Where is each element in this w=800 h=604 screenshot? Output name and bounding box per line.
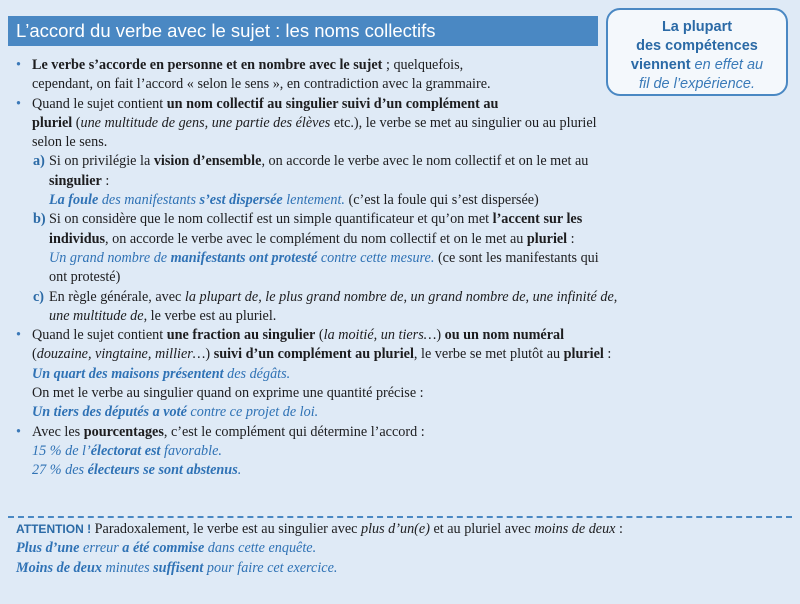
text: cependant, on fait l’accord « selon le sens », en contradiction avec la grammaire. (32, 76, 491, 93)
text-bold: suivi d’un complément au pluriel (213, 346, 414, 363)
example-line (16, 365, 706, 384)
text: ont protesté) (49, 269, 121, 286)
text-bold: un nom collectif au singulier suivi d’un complément au (166, 95, 499, 112)
text-bold: Le verbe s’accorde en personne et en nombre avec le sujet (32, 57, 383, 73)
example: minutes (101, 559, 154, 576)
dashed-divider (8, 516, 792, 518)
text: Avec les (32, 423, 84, 440)
example-bold: Un tiers des députés a voté (32, 404, 187, 421)
text: , c’est le complément qui détermine l’accord : (163, 423, 425, 440)
text: ( (32, 346, 37, 363)
item-a (16, 152, 706, 171)
text: ) (436, 327, 445, 344)
text: etc.), le verbe se met au singulier ou au pluriel (330, 114, 597, 131)
item-c (16, 288, 706, 307)
text: ; quelquefois, (382, 57, 464, 73)
example-bold: La foule (49, 192, 99, 209)
rule-content (16, 56, 706, 481)
item-b (16, 210, 706, 229)
text-bold: pluriel (563, 346, 604, 363)
note-line-3-bold: viennent (630, 57, 691, 73)
example-bold: électorat est (90, 442, 161, 459)
text-italic: douzaine, vingtaine, millier… (36, 346, 206, 363)
item-a-marker: a) (33, 153, 45, 170)
note-line-4: fil de l’expérience. (638, 76, 756, 92)
note-line-3: en effet au (690, 57, 764, 73)
example: . (237, 462, 242, 479)
example-line (16, 249, 706, 268)
example: erreur (79, 540, 123, 557)
example: contre cette mesure. (317, 249, 435, 266)
text: , on accorde le verbe avec le complément du nom collectif et on le met au (105, 230, 527, 247)
item-b-marker: b) (33, 211, 46, 228)
example-line (16, 442, 706, 461)
example: 27 % des (32, 462, 88, 479)
text: : (101, 172, 110, 189)
example-line (16, 403, 706, 422)
example-line (16, 191, 706, 210)
example: lentement. (282, 192, 345, 209)
attention-label: ATTENTION ! (16, 522, 92, 536)
section-title: L’accord du verbe avec le sujet : les noms collectifs (8, 16, 598, 46)
example-bold: a été commise (122, 540, 205, 557)
note-line-1: La plupart (661, 19, 733, 35)
text-line (16, 230, 706, 249)
text: : (603, 346, 612, 363)
text-line (16, 172, 706, 191)
bullet-2 (16, 95, 706, 114)
item-c-marker: c) (33, 288, 45, 305)
bullet-dot-icon: • (16, 327, 21, 344)
text-italic: plus d’un(e) (360, 521, 430, 537)
example: favorable. (160, 442, 222, 459)
text-bold: individus (49, 230, 106, 247)
example-bold: Moins de deux (16, 559, 102, 576)
text: Quand le sujet contient (32, 327, 167, 344)
text: En règle générale, avec (49, 288, 185, 305)
example-bold: Un quart des maisons présentent (32, 365, 224, 382)
text-line (16, 133, 706, 152)
example-bold: s’est dispersée (199, 192, 283, 209)
text: Si on privilégie la (49, 153, 154, 170)
example: des dégâts. (223, 365, 291, 382)
text: : (567, 230, 575, 247)
text-bold: pluriel (526, 230, 568, 247)
example-bold: manifestants ont protesté (170, 249, 318, 266)
text-line (16, 345, 706, 364)
example: Un grand nombre de (49, 249, 171, 266)
text: On met le verbe au singulier quand on exprime une quantité précise : (32, 385, 424, 402)
example: des manifestants (98, 192, 200, 209)
text: (c’est la foule qui s’est dispersée) (344, 192, 539, 209)
example-line (16, 461, 706, 480)
attention-line (16, 520, 786, 539)
text: , le verbe se met plutôt au (413, 346, 564, 363)
text-bold: une fraction au singulier (166, 327, 316, 344)
text-bold: pluriel (32, 114, 73, 131)
example-line (16, 559, 786, 578)
text: : (615, 521, 623, 537)
text: , on accorde le verbe avec le nom collectif et on le met au (261, 153, 589, 170)
text: Si on considère que le nom collectif est un simple quantificateur et qu’on met (49, 211, 493, 228)
text-italic: la plupart de, le plus grand nombre de, un grand nombre de, une infinité de, (184, 288, 618, 305)
note-line-2: des compétences (636, 38, 758, 54)
text-italic: une multitude de (49, 307, 144, 324)
text-line (16, 307, 706, 326)
text: , le verbe est au pluriel. (143, 307, 277, 324)
text: selon le sens. (32, 134, 108, 151)
text: et au pluriel avec (429, 521, 535, 537)
text-bold: pourcentages (83, 423, 164, 440)
example: dans cette enquête. (204, 540, 317, 557)
attention-block (16, 520, 786, 578)
bullet-dot-icon: • (16, 95, 21, 112)
text-bold: vision d’ensemble (153, 153, 262, 170)
text-bold: ou un nom numéral (444, 327, 565, 344)
text-line (16, 75, 706, 94)
example-bold: électeurs se sont abstenus (87, 462, 238, 479)
text-bold: l’accent sur les (492, 211, 583, 228)
bullet-1 (16, 56, 706, 75)
bullet-dot-icon: • (16, 423, 21, 440)
text: ( (72, 114, 81, 131)
example-line (16, 539, 786, 558)
text-bold: singulier (49, 172, 102, 189)
example: pour faire cet exercice. (203, 559, 338, 576)
bullet-dot-icon: • (16, 57, 21, 73)
example: contre ce projet de loi. (186, 404, 319, 421)
text: ( (315, 327, 324, 344)
text-italic: une multitude de gens, une partie des élèves (80, 114, 331, 131)
example: 15 % de l’ (32, 442, 91, 459)
text: Paradoxalement, le verbe est au singulier avec (91, 521, 361, 537)
text-italic: la moitié, un tiers… (323, 327, 437, 344)
text-line (16, 114, 706, 133)
example-bold: suffisent (153, 559, 204, 576)
text-italic: moins de deux (534, 521, 616, 537)
bullet-4 (16, 423, 706, 442)
bullet-3 (16, 326, 706, 345)
example-bold: Plus d’une (16, 540, 80, 557)
text-line (16, 268, 706, 287)
text: Quand le sujet contient (32, 95, 167, 112)
text-line (16, 384, 706, 403)
text: ) (205, 346, 214, 363)
text: (ce sont les manifestants qui (434, 249, 599, 266)
